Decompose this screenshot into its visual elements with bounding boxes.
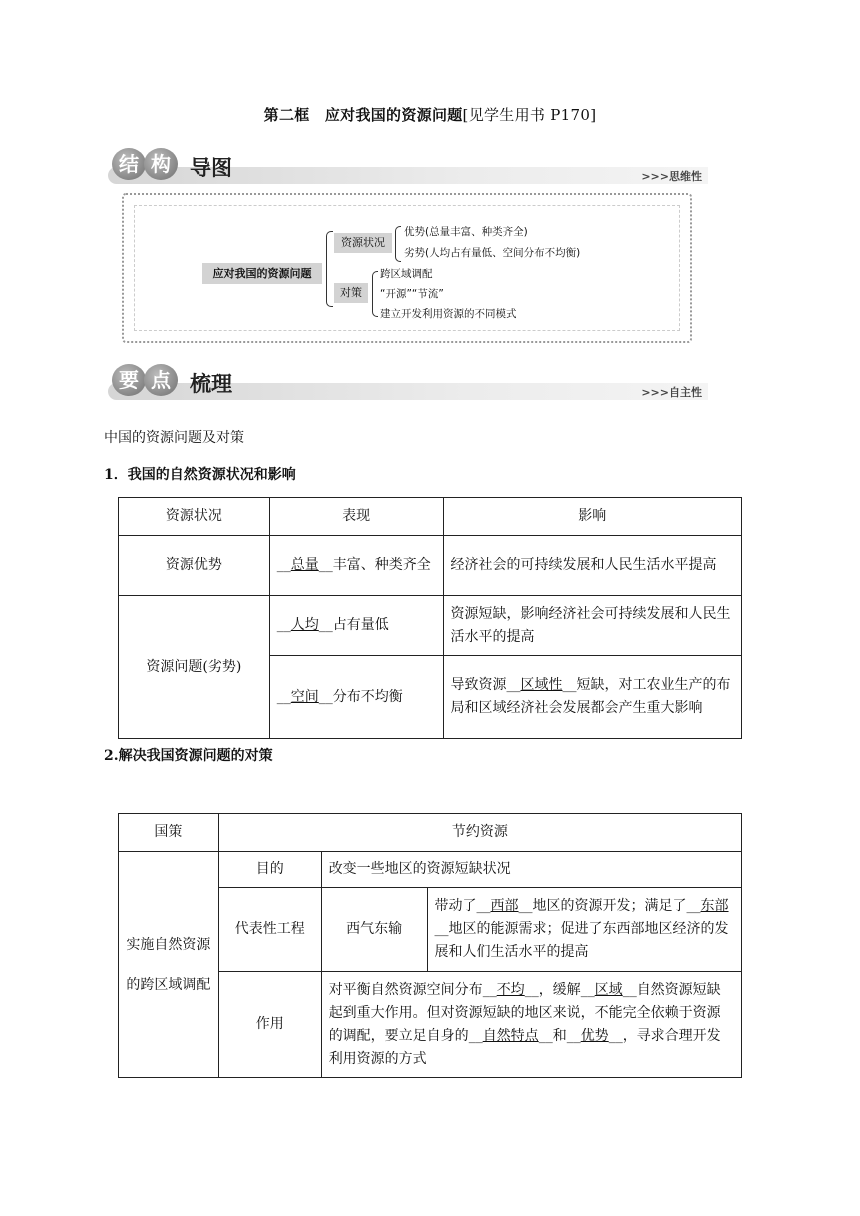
title-main: 第二框 应对我国的资源问题 — [263, 106, 463, 124]
mind-map-leaf: 劣势(人均占有量低、空间分布不均衡) — [404, 247, 581, 259]
answer-blank: 人均 — [290, 617, 319, 633]
table-cell: 西气东输 — [321, 888, 427, 972]
cell-text: 丰富、种类齐全 — [332, 557, 431, 573]
table-cell: 对平衡自然资源空间分布__不均__，缓解__区域__自然资源短缺起到重大作用。但对资源短缺的地区来说，不能完全依赖于资源的调配，要立足自身的__自然特点__和__优势__，寻求合理开发利用资源的方式 — [321, 972, 741, 1078]
mind-map-leaf: 跨区域调配 — [380, 268, 433, 280]
answer-blank: 西部 — [490, 898, 519, 914]
cell-text: ，寻求合理开发利用资源的方式 — [328, 1027, 721, 1067]
table-header: 影响 — [443, 498, 742, 536]
table-header: 资源状况 — [119, 498, 270, 536]
table-cell: 带动了__西部__地区的资源开发；满足了__东部__地区的能源需求；促进了东西部地区经济的发展和人们生活水平的提高 — [427, 888, 741, 972]
page-title — [0, 104, 860, 125]
table-cell: 资源优势 — [119, 536, 270, 596]
table-cell: 作用 — [218, 972, 321, 1078]
section-heading: 中国的资源问题及对策 — [104, 430, 244, 446]
table-header: 节约资源 — [218, 814, 741, 852]
policy-table — [118, 813, 742, 1078]
answer-blank: 自然特点 — [482, 1027, 539, 1044]
table-cell: __空间__分布不均衡 — [269, 656, 443, 739]
cell-text: 地区的能源需求；促进了东西部地区经济的发展和人们生活水平的提高 — [434, 921, 729, 960]
mind-map-leaf: 优势(总量丰富、种类齐全) — [404, 226, 528, 238]
table-cell: 改变一些地区的资源短缺状况 — [321, 852, 741, 888]
table-cell: 导致资源__区域性__短缺，对工农业生产的布局和区域经济社会发展都会产生重大影响 — [443, 656, 742, 739]
banner-heading: 梳理 — [190, 372, 232, 396]
title-ref: [见学生用书 P170] — [462, 106, 597, 124]
mind-map-leaf: “开源”“节流” — [380, 288, 444, 300]
table-header: 国策 — [119, 814, 219, 852]
table-row — [119, 536, 742, 596]
mind-map-branch: 对策 — [334, 283, 368, 303]
subsection-heading: 1．我国的自然资源状况和影响 — [104, 467, 296, 483]
cell-text: 地区的资源开发；满足了 — [532, 898, 687, 914]
cell-text: 自然资源短缺起到重大作用。但对资源短缺的地区来说，不能完全依赖于资源的调配，要立足自身的 — [328, 981, 721, 1044]
answer-blank: 区域性 — [520, 677, 563, 693]
table-cell: __总量__丰富、种类齐全 — [269, 536, 443, 596]
banner-bubble: 要 — [112, 364, 146, 396]
mind-map — [122, 193, 692, 343]
brace — [372, 271, 378, 317]
key-points-banner — [108, 362, 708, 404]
banner-bubble: 结 — [112, 148, 146, 180]
brace — [395, 226, 401, 262]
answer-blank: 总量 — [290, 557, 319, 573]
table-cell: 代表性工程 — [218, 888, 321, 972]
table-cell: __人均__占有量低 — [269, 596, 443, 656]
mind-map-root: 应对我国的资源问题 — [202, 263, 322, 284]
table-header-row — [119, 498, 742, 536]
banner-tag: >>>自主性 — [641, 386, 702, 399]
table-header-row — [119, 814, 742, 852]
cell-text: 短缺，对工农业生产的布局和区域经济社会发展都会产生重大影响 — [450, 677, 731, 716]
table-cell: 资源短缺，影响经济社会可持续发展和人民生活水平的提高 — [443, 596, 742, 656]
structure-map-banner — [108, 146, 708, 188]
answer-blank: 优势 — [580, 1027, 609, 1044]
cell-text: 和 — [552, 1027, 567, 1044]
brace — [326, 231, 333, 307]
table-row — [119, 852, 742, 888]
mind-map-branch: 资源状况 — [334, 233, 392, 253]
answer-blank: 东部 — [700, 898, 729, 914]
cell-text: ，缓解 — [538, 981, 581, 998]
answer-blank: 空间 — [290, 688, 319, 705]
cell-text: 占有量低 — [332, 617, 389, 633]
mind-map-leaf: 建立开发利用资源的不同模式 — [380, 308, 517, 320]
subsection-heading: 2.解决我国资源问题的对策 — [104, 748, 273, 764]
cell-text: 对平衡自然资源空间分布 — [328, 981, 483, 998]
resource-status-table — [118, 497, 742, 739]
banner-heading: 导图 — [190, 156, 232, 180]
table-row — [119, 596, 742, 656]
table-cell: 实施自然资源的跨区域调配 — [119, 852, 219, 1078]
banner-bubble: 点 — [144, 364, 178, 396]
table-cell: 目的 — [218, 852, 321, 888]
table-cell: 资源问题(劣势) — [119, 596, 270, 739]
cell-text: 带动了 — [434, 898, 477, 914]
banner-bubble: 构 — [144, 148, 178, 180]
answer-blank: 不均 — [496, 981, 525, 998]
answer-blank: 区域 — [594, 981, 623, 998]
cell-text: 导致资源 — [450, 677, 507, 693]
banner-tag: >>>思维性 — [641, 170, 702, 183]
table-cell: 经济社会的可持续发展和人民生活水平提高 — [443, 536, 742, 596]
table-header: 表现 — [269, 498, 443, 536]
cell-text: 分布不均衡 — [332, 688, 403, 705]
